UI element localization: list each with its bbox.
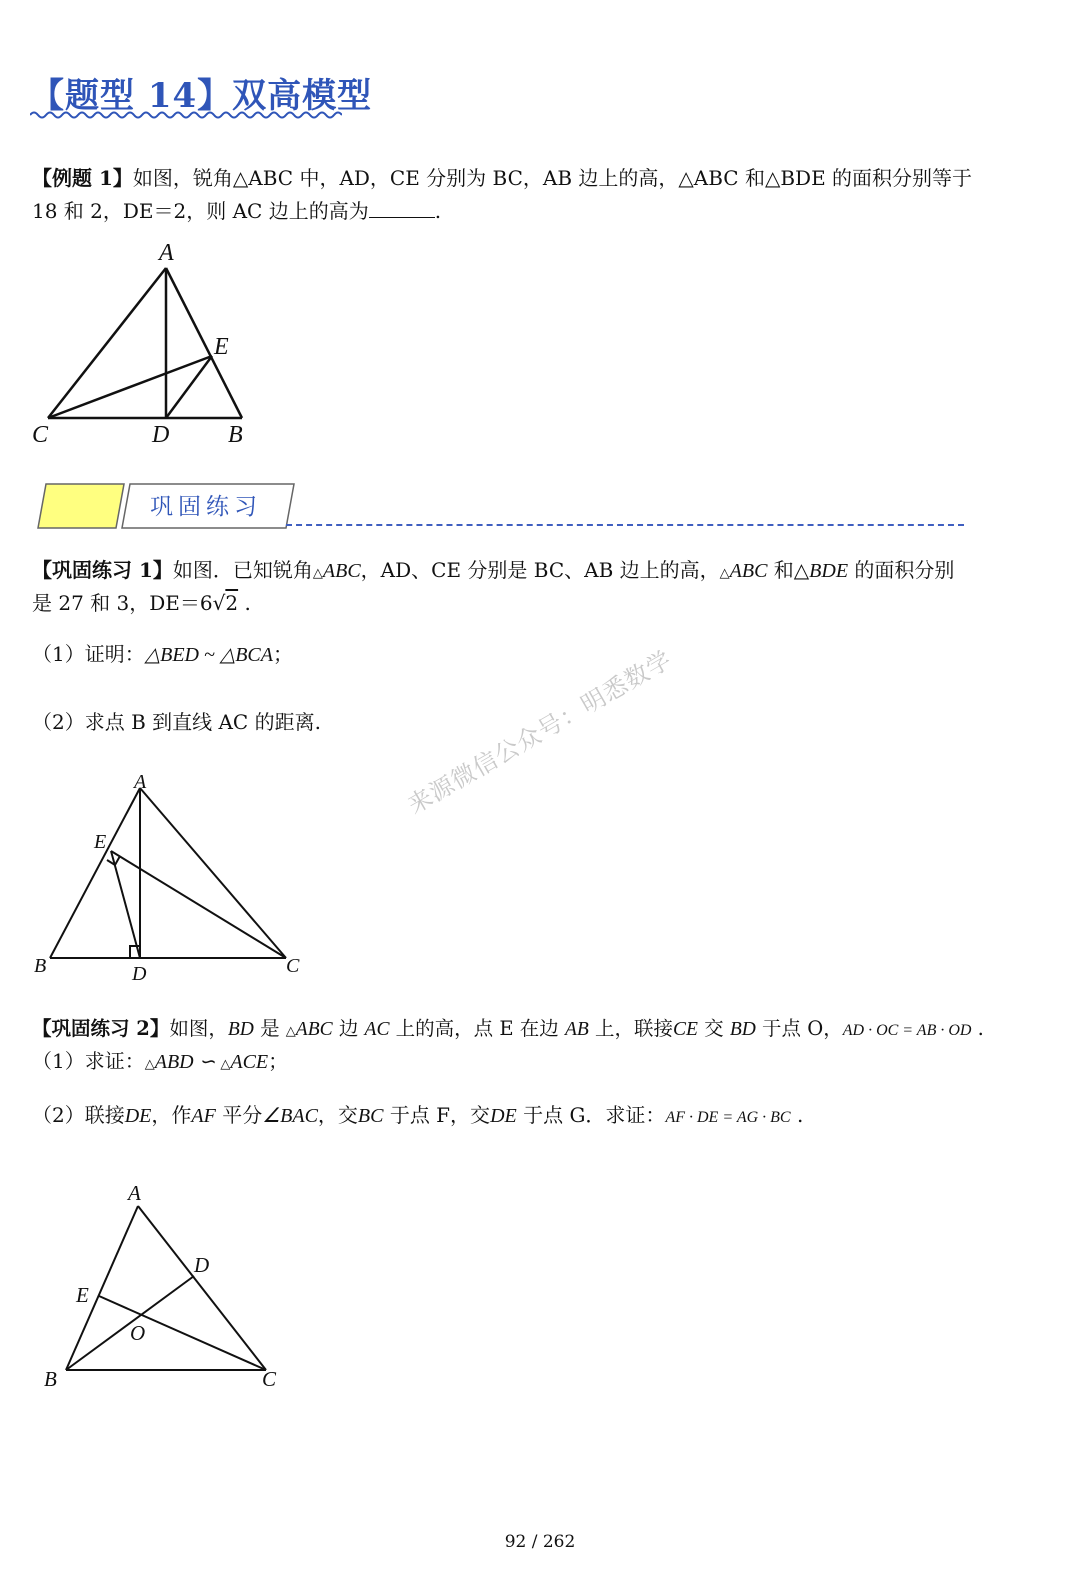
p2-bd: BD [227,1019,254,1040]
p1-q1-formula: △BED ~ △BCA [144,644,273,666]
label-B: B [34,955,47,977]
practice1-line2: 是 27 和 3，DE＝6√2 . [32,591,251,615]
p1-sqrt-value: 2 [225,591,239,615]
label-D: D [152,422,170,448]
label-E: E [214,334,229,360]
p2-q2-t2: ，作 [151,1103,192,1127]
p1-t5: 是 27 和 3，DE＝6 [32,591,213,615]
page-number: 92 / 262 [504,1532,576,1552]
practice2-q1: （1）求证：△ABD ∽ △ACE； [32,1049,289,1073]
p2-abc: ABC [295,1019,333,1040]
p2-q1-end: ； [268,1049,289,1073]
p2-t3: 边 [332,1017,365,1040]
p1-t2: ，AD、CE 分别是 BC、AB 边上的高， [360,558,720,582]
example1-line2 [32,195,441,228]
label-D: D [132,963,147,985]
p1-bde: BDE [809,560,849,582]
p2-formula: AD · OC = AB · OD [842,1022,972,1039]
label-E: E [94,831,107,853]
p1-abc: ABC [322,560,361,582]
example1-tag: 【例题 1】 [32,166,133,190]
p2-t7: 于点 O， [755,1017,843,1040]
banner-yellow-block [38,484,124,528]
p2-q2-angle: ∠BAC [262,1105,318,1127]
answer-blank[interactable] [369,197,435,218]
p2-t2: 是 [253,1017,286,1040]
p2-t4: 上的高，点 E 在边 [389,1017,565,1040]
banner-dashed-line [286,524,964,526]
practice1-line1: 【巩固练习 1】如图．已知锐角△ABC，AD、CE 分别是 BC、AB 边上的高，△ABC 和△BDE 的面积分别 [32,558,955,582]
p2-q2-t5: 于点 F，交 [383,1103,491,1127]
p1-t1: 如图．已知锐角 [172,558,313,582]
example1-line1 [32,162,972,195]
example1-text2: 18 和 2，DE＝2，则 AC 边上的高为 [32,199,369,223]
label-O: O [130,1321,146,1345]
p1-t4: 的面积分别 [848,558,955,582]
practice1-q1 [32,638,293,672]
p1-q1-end: ； [272,642,293,666]
section-title: 【题型 14】双高模型 [30,76,373,116]
practice1-tag: 【巩固练习 1】 [32,558,173,582]
p1-t6: . [238,591,251,615]
label-A: A [128,1181,141,1205]
p2-t5: 上，联接 [588,1017,674,1040]
label-D: D [194,1253,210,1277]
p2-q2-bc: BC [357,1105,384,1127]
title-underline-wave [30,110,342,120]
practice2-line1: 【巩固练习 2】如图，BD 是 △ABC 边 AC 上的高，点 E 在边 AB 上，联接CE 交 BD 于点 O，AD · OC = AB · OD . [32,1017,984,1040]
p1-abc2: ABC [729,560,768,582]
label-A: A [134,771,147,793]
practice1-q2: （2）求点 B 到直线 AC 的距离. [32,710,321,734]
p2-q2-t3: 平分 [215,1103,263,1127]
p2-q1-label: （1）求证： [32,1049,145,1073]
label-B: B [44,1367,57,1391]
practice-banner-label: 巩固练习 [150,494,262,520]
example1-text1: 如图，锐角△ABC 中，AD，CE 分别为 BC，AB 边上的高，△ABC 和△BDE 的面积分别等于 [132,166,973,190]
example1-figure [28,236,258,452]
p2-t1: 如图， [169,1017,228,1040]
p2-q2-formula: AF · DE = AG · BC [665,1109,791,1126]
practice2-tag: 【巩固练习 2】 [32,1017,170,1040]
p2-bd2: BD [729,1019,756,1040]
p2-q2-end: . [790,1103,804,1127]
p2-t6: 交 [697,1017,730,1040]
practice2-figure [40,1178,300,1394]
p2-q2-af: AF [191,1105,216,1127]
practice2-q2 [32,1099,803,1134]
label-C: C [32,422,49,448]
p2-q2-de2: DE [490,1105,517,1127]
watermark-text: 来源微信公众号：明悉数学 [403,645,677,820]
p1-t3: 和△ [767,558,810,582]
p2-q2-t6: 于点 G．求证： [516,1103,666,1127]
p2-ac: AC [364,1019,390,1040]
p1-q1-label: （1）证明： [32,642,145,666]
p2-q2-t4: ，交 [317,1103,358,1127]
label-B: B [228,422,243,448]
p2-q2-de: DE [124,1105,152,1127]
p2-ce: CE [673,1019,698,1040]
label-A: A [159,240,174,266]
practice1-figure [30,768,320,988]
p2-t8: . [971,1017,984,1040]
label-C: C [262,1367,277,1391]
p2-q1-ace: ACE [230,1051,269,1073]
label-E: E [76,1283,89,1307]
p2-ab: AB [564,1019,589,1040]
label-C: C [286,955,300,977]
example1-period: . [434,199,442,223]
p2-q1-abd: ABD ∽ [154,1051,221,1073]
p2-q2-t1: （2）联接 [32,1103,125,1127]
